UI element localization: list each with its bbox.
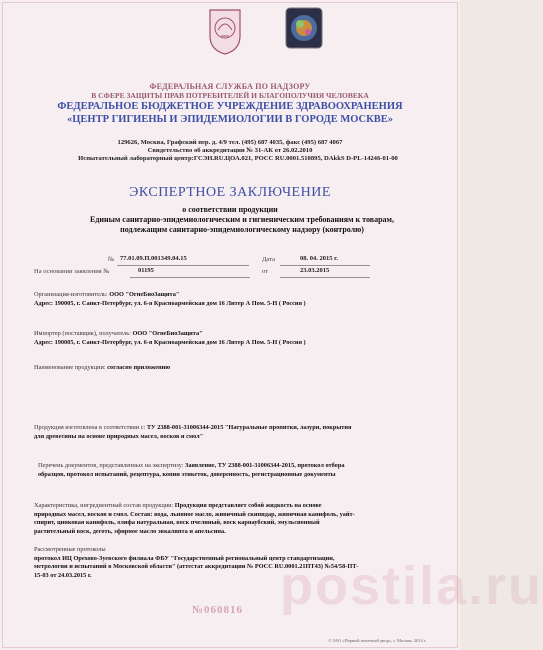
rospotrebnadzor-emblem-icon — [206, 6, 244, 56]
characteristics-label: Характеристика, ингредиентный состав продукции: — [34, 502, 174, 509]
characteristics-section — [34, 502, 434, 536]
subtitle-line2: Единым санитарно-эпидемиологическим и гигиеническим требованиям к товарам, — [90, 215, 394, 224]
conclusion-number: 77.01.09.П.001349.04.15 — [120, 255, 187, 262]
serial-number: №060816 — [192, 604, 244, 616]
accreditation-certificate: Свидетельство об аккредитации № 31-АК от 26.02.2010 — [147, 147, 313, 154]
number-label: № — [108, 256, 115, 263]
protocols-value-line1: протокол ИЦ Орехово-Зуевского филиала ФБУ "Государственный региональный центр стандартизации, — [34, 554, 335, 562]
documents-label: Перечень документов, представленных на экспертизу: — [38, 462, 184, 469]
basis-underline — [130, 277, 250, 278]
number-underline — [117, 265, 249, 266]
protocols-value-line2: метрологии и испытаний в Московской области" (аттестат аккредитации № РОСС RU.0001.21ПТ43) №54/58-ПТ- — [34, 563, 359, 571]
protocols-label: Рассмотренные протоколы — [34, 546, 106, 553]
watermark: postila.ru — [280, 556, 543, 616]
characteristics-value-line1: Продукция представляет собой жидкость на основе — [174, 502, 322, 509]
documents-section — [38, 462, 438, 479]
protocols-value-line3: 15-03 от 24.03.2015 г. — [34, 571, 92, 579]
institution-name: ФЕДЕРАЛЬНОЕ БЮДЖЕТНОЕ УЧРЕЖДЕНИЕ ЗДРАВООХРАНЕНИЯ — [57, 101, 403, 112]
importer-label: Импортер (поставщик), получатель: — [34, 330, 131, 337]
importer-name: ООО "ОгнеБиоЗащита" — [132, 330, 203, 337]
product-section — [34, 364, 434, 373]
standard-label: Продукция изготовлена в соответствии с: — [34, 424, 146, 431]
from-underline — [280, 277, 370, 278]
application-date: 23.03.2015 — [300, 267, 330, 274]
printer-footer: © ЗАО «Первый печатный двор», г. Москва, 2014 г. — [328, 638, 427, 643]
importer-address: Адрес: 190005, г. Санкт-Петербург, ул. 6-я Красноармейская дом 16 Литер А Пом. 5-Н ( Россия ) — [34, 338, 306, 346]
date-label: Дата — [262, 256, 275, 263]
subtitle-line3: подлежащим санитарно-эпидемиологическому надзору (контролю) — [120, 225, 364, 234]
from-label: от — [262, 268, 269, 275]
institution-fullname: «ЦЕНТР ГИГИЕНЫ И ЭПИДЕМИОЛОГИИ В ГОРОДЕ МОСКВЕ» — [67, 114, 393, 125]
date-underline — [280, 265, 370, 266]
subtitle-line1: о соответствии продукции — [182, 205, 278, 214]
documents-value-line2: образцов, протокол испытаний, рецептура, копии этикеток, доверенность, регистрационные документы — [38, 470, 336, 478]
standard-value-line2: для древесины на основе природных масел, восков и смол" — [34, 432, 204, 440]
manufacturer-label: Организация-изготовитель: — [34, 291, 108, 298]
agency-name: ФЕДЕРАЛЬНАЯ СЛУЖБА ПО НАДЗОРУ — [149, 82, 311, 91]
testing-center-info: Испытательный лабораторный центр:ГСЭН.RU.ЦОА.021, РОСС RU.0001.510895, DAkkS D-PL-14246-01-00 — [78, 155, 398, 162]
characteristics-value-line2: природных масел, восков и смол. Состав: вода, льняное масло, живичный скипидар, живичная канифоль, уайт- — [34, 510, 355, 518]
institution-address: 129626, Москва, Графский пер. д. 4/9 тел. (495) 687 4035, факс (495) 687 4067 — [117, 139, 343, 146]
manufacturer-address: Адрес: 190005, г. Санкт-Петербург, ул. 6-я Красноармейская дом 16 Литер А Пом. 5-Н ( Россия ) — [34, 299, 306, 307]
document-title: ЭКСПЕРТНОЕ ЗАКЛЮЧЕНИЕ — [129, 185, 331, 200]
basis-label: На основании заявления № — [34, 268, 110, 275]
conclusion-date: 08. 04. 2015 г. — [300, 255, 338, 262]
agency-subtitle: В СФЕРЕ ЗАЩИТЫ ПРАВ ПОТРЕБИТЕЛЕЙ И БЛАГОПОЛУЧИЯ ЧЕЛОВЕКА — [91, 91, 369, 100]
application-number: 01195 — [138, 267, 154, 274]
accreditation-hologram-icon — [284, 6, 324, 50]
product-label: Наименование продукции: — [34, 364, 106, 371]
standard-value-line1: ТУ 2388-001-31006344-2015 "Натуральные пропитки, лазури, покрытия — [146, 424, 352, 431]
documents-value-line1: Заявление, ТУ 2388-001-31006344-2015, протокол отбора — [185, 462, 345, 469]
characteristics-value-line4: растительный воск, деготь, эфирное масло эвкалипта и апельсина. — [34, 527, 226, 535]
standard-section — [34, 424, 434, 441]
product-value: согласно приложению — [107, 364, 171, 371]
importer-section — [34, 330, 434, 347]
manufacturer-section — [34, 291, 434, 308]
characteristics-value-line3: спирит, цинковая канифоль, олифа натуральная, воск пчелиный, воск карнаубский, эмульсионный — [34, 519, 320, 527]
manufacturer-name: ООО "ОгнеБиоЗащита" — [109, 291, 180, 298]
